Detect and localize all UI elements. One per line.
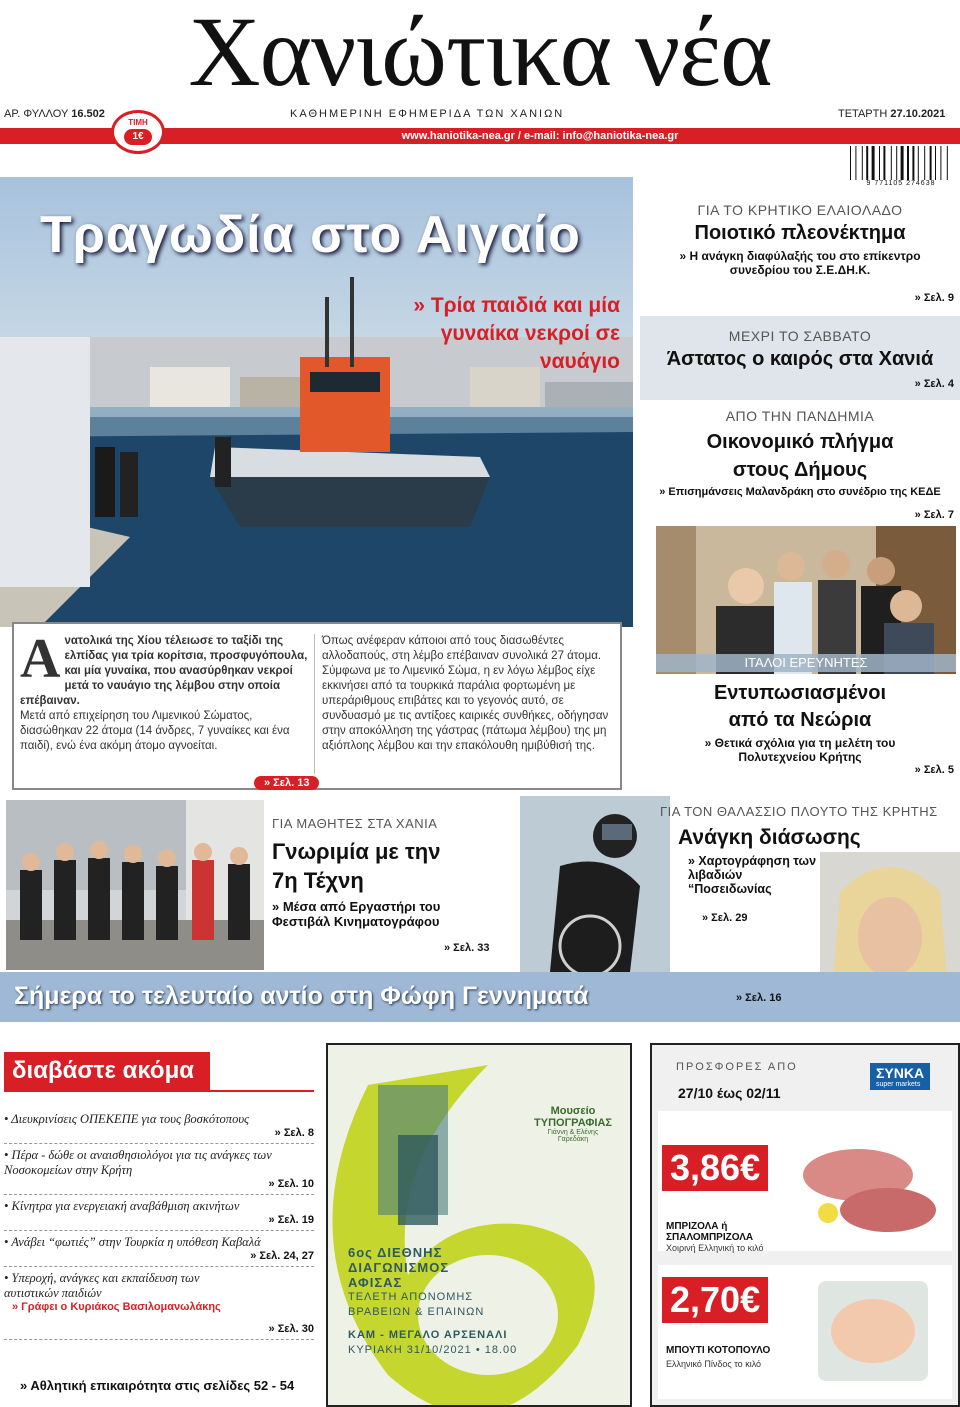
barcode-bar [866,146,868,180]
item-text: • Υπεροχή, ανάγκες και εκπαίδευση των αυτιστικών παιδιών [4,1271,200,1300]
side4-kicker: ΙΤΑΛΟΙ ΕΡΕΥΝΗΤΕΣ [656,654,956,672]
students-story[interactable] [272,816,512,929]
item-page[interactable]: » Σελ. 10 [268,1178,314,1190]
researchers-photo [656,526,956,674]
item-text: • Κίνητρα για ενεργειακή αναβάθμιση ακινήτων [4,1199,240,1213]
offers-dates: 27/10 έως 02/11 [678,1085,781,1101]
sea-title[interactable]: Ανάγκη διάσωσης [678,826,861,849]
list-item[interactable] [4,1108,314,1144]
barcode-bar [891,146,892,180]
masthead-title: Χανιώτικα νέα [188,0,772,107]
side-story-1[interactable] [640,202,960,277]
issue-value: 16.502 [71,108,105,120]
barcode-bar [935,146,936,180]
offer1-name: ΜΠΡΙΖΟΛΑ ή ΣΠΑΛΟΜΠΡΙΖΟΛΑ [666,1221,754,1243]
museum-logo [533,1105,613,1143]
barcode-bar [883,146,885,180]
list-item[interactable] [4,1231,314,1267]
side1-title: Ποιοτικό πλεονέκτημα [694,222,906,244]
list-item[interactable] [4,1195,314,1231]
lead-col1-text: Μετά από επιχείρηση του Λιμενικού Σώματος, διασώθηκαν 22 άτομα (14 άνδρες, 7 γυναίκες και ένα παιδί), ενώ ένα ακόμη άτομο αγνοείται. [20,710,290,752]
side4-sub: » Θετικά σχόλια για τη μελέτη του Πολυτεχνείου Κρήτης [704,736,896,764]
poster-l6: ΚΑΜ - ΜΕΓΑΛΟ ΑΡΣΕΝΑΛΙ [348,1329,508,1341]
item-text: • Διευκρινίσεις ΟΠΕΚΕΠΕ για τους βοσκότοπους [4,1112,250,1126]
day: ΤΕΤΑΡΤΗ [838,108,888,120]
lead-page-ref[interactable]: » Σελ. 13 [254,776,319,790]
item-page[interactable]: » Σελ. 30 [268,1323,314,1335]
poster-l2: ΔΙΑΓΩΝΙΣΜΟΣ [348,1260,450,1275]
item-page[interactable]: » Σελ. 19 [268,1214,314,1226]
typography-museum-ad[interactable] [326,1043,632,1407]
sports-note[interactable]: » Αθλητική επικαιρότητα στις σελίδες 52 - 54 [20,1378,295,1393]
lead-subheadline: » Τρία παιδιά και μία γυναίκα νεκροί σε ναυάγιο [413,294,620,373]
offers-header: ΠΡΟΣΦΟΡΕΣ ΑΠΟ [676,1061,798,1073]
brand-logo [870,1063,930,1090]
banner-page[interactable]: » Σελ. 16 [736,992,782,1004]
side-story-2[interactable] [640,316,960,400]
read-more-rule [4,1090,314,1092]
barcode-bar [850,146,851,180]
side2-page[interactable]: » Σελ. 4 [914,378,954,390]
offer2-desc: Ελληνικό Πίνδος το κιλό [666,1359,762,1369]
issue-label: ΑΡ. ΦΥΛΛΟΥ [4,108,69,120]
item-page[interactable]: » Σελ. 8 [274,1127,314,1139]
dropcap: Α [20,628,61,690]
barcode-bar [930,146,932,180]
supermarket-offers-ad[interactable] [650,1043,960,1407]
read-more-list [4,1108,314,1340]
barcode-number: 9 771105 274638 [866,180,936,187]
item-text: • Πέρα - δώθε οι αναισθησιολόγοι για τις ανάγκες των Νοσοκομείων στην Κρήτη [4,1148,272,1177]
offer2-name: ΜΠΟΥΤΙ ΚΟΤΟΠΟΥΛΟ [666,1345,771,1356]
read-more-title: διαβάστε ακόμα [4,1052,210,1090]
barcode-bar [879,146,880,180]
barcode-bar [872,146,875,180]
side3-sub: » Επισημάνσεις Μαλανδράκη στο συνέδριο της ΚΕΔΕ [659,486,941,498]
museum-sub: Γιάννη & Ελένης Γαρεδάκη [547,1129,599,1143]
students-group-image [6,800,264,970]
brand-name: ΣΥΝΚΑ [876,1065,925,1081]
tagline: ΚΑΘΗΜΕΡΙΝΗ ΕΦΗΜΕΡΙΔΑ ΤΩΝ ΧΑΝΙΩΝ [290,108,565,120]
chicken-pack-image [808,1271,938,1391]
barcode-bar [947,146,948,180]
diver-image [520,796,670,972]
barcode-bar [940,146,941,180]
sea-page[interactable]: » Σελ. 29 [702,912,748,924]
students-sub: » Μέσα από Εργαστήρι του Φεστιβάλ Κινηματογράφου [272,899,441,929]
brand-sub: super markets [876,1081,921,1088]
barcode-bar [855,146,856,180]
barcode [846,146,956,190]
students-kicker: ΓΙΑ ΜΑΘΗΤΕΣ ΣΤΑ ΧΑΝΙΑ [272,816,438,831]
barcode-bar [896,146,897,180]
group-photo-image [656,526,956,674]
barcode-bar [912,146,914,180]
offer-card-1[interactable] [658,1111,952,1251]
barcode-bar [907,146,909,180]
students-photo [6,800,264,970]
memorial-banner-text[interactable]: Σήμερα το τελευταίο αντίο στη Φώφη Γεννηματά [14,982,589,1010]
price-label: ΤΙΜΗ [128,118,148,127]
side1-sub: » Η ανάγκη διαφύλαξής του στο επίκεντρο συνεδρίου του Σ.Ε.ΔΗ.Κ. [679,249,921,277]
issue-date [838,108,945,120]
offer-card-2[interactable] [658,1265,952,1399]
offer2-price: 2,70€ [662,1277,768,1323]
price-badge [111,110,165,154]
side4-title: Εντυπωσιασμένοι από τα Νεώρια [713,682,887,731]
poster-l4: ΤΕΛΕΤΗ ΑΠΟΝΟΜΗΣ [348,1291,474,1303]
diver-photo [520,796,670,972]
sea-kicker: ΓΙΑ ΤΟΝ ΘΑΛΑΣΣΙΟ ΠΛΟΥΤΟ ΤΗΣ ΚΡΗΤΗΣ [660,804,938,819]
issue-number [4,108,105,120]
side4-page[interactable]: » Σελ. 5 [914,764,954,776]
column-divider [314,634,315,774]
side2-title: Άστατος ο καιρός στα Χανιά [666,348,934,370]
lead-article-box [12,622,622,790]
lead-intro: νατολικά της Χίου τέλειωσε το ταξίδι της ελπίδας για τρία κορίτσια, προσφυγόπουλα, και μία γυναίκα, που ανασύρθηκαν νεκροί μετά το ναυάγιο της λέμβου στην οποία επέβαιναν. [20,635,308,707]
portrait-overlay [820,852,960,1020]
barcode-bar [901,146,904,180]
lead-col-1 [20,628,310,754]
museum-name: Μουσείο ΤΥΠΟΓΡΑΦΙΑΣ [534,1105,612,1129]
poster-l7: ΚΥΡΙΑΚΗ 31/10/2021 • 18.00 [348,1344,518,1356]
item-author: » Γράφει ο Κυριάκος Βασιλομανωλάκης [12,1301,221,1313]
side-story-3[interactable] [645,408,955,498]
barcode-bar [924,146,925,180]
item-text: • Ανάβει “φωτιές” στην Τουρκία η υπόθεση Καβαλά [4,1235,261,1249]
price-value: 1€ [124,129,152,145]
side3-title: Οικονομικό πλήγμα στους Δήμους [706,431,894,481]
side1-page[interactable]: » Σελ. 9 [914,292,954,304]
poster-l3: ΑΦΙΣΑΣ [348,1275,403,1290]
date: 27.10.2021 [890,108,946,120]
list-item[interactable] [4,1267,314,1340]
students-title: Γνωριμία με την 7η Τέχνη [272,839,441,893]
list-item[interactable] [4,1144,314,1195]
sea-sub: » Χαρτογράφηση των λιβαδιών “Ποσειδωνίας [688,854,817,896]
side-story-4[interactable] [645,680,955,764]
barcode-bar [862,146,863,180]
students-page[interactable]: » Σελ. 33 [444,942,490,954]
barcode-bars [846,146,956,180]
poster-l5: ΒΡΑΒΕΙΩΝ & ΕΠΑΙΝΩΝ [348,1306,485,1318]
item-page[interactable]: » Σελ. 24, 27 [250,1250,314,1262]
web-band[interactable]: www.haniotika-nea.gr / e-mail: info@haniotika-nea.gr [0,128,960,144]
side3-page[interactable]: » Σελ. 7 [914,509,954,521]
poster-text [348,1245,517,1358]
side3-kicker: ΑΠΟ ΤΗΝ ΠΑΝΔΗΜΙΑ [725,408,875,424]
lead-headline[interactable]: Τραγωδία στο Αιγαίο [40,206,581,264]
offer1-desc: Χοιρινή Ελληνική το κιλό [666,1243,764,1253]
offer1-price: 3,86€ [662,1145,768,1191]
lead-col2-text: Όπως ανέφεραν κάποιοι από τους διασωθέντες αλλοδαπούς, στη λέμβο επέβαιναν συνολικά 27 άτομα. Σύμφωνα με το Λιμενικό Σώμα, η εν λόγω λέμβος είχε εκκινήσει από τα τουρκικά παράλια φορτωμένη με υπεράριθμους επιβάτες και το γεγονός αυτό, σε συνδυασμό με τις αντίξοες καιρικές συνθήκες, οδήγησαν στην αποκόλληση της γάστρας (πάτωμα λέμβου) της μη αξιόπλοης λέμβου και την επακόλουθη ημιβύθισή της. [322,635,609,752]
side1-kicker: ΓΙΑ ΤΟ ΚΡΗΤΙΚΟ ΕΛΑΙΟΛΑΔΟ [697,202,903,218]
poster-l1: 6ος ΔΙΕΘΝΗΣ [348,1245,443,1260]
side2-kicker: ΜΕΧΡΙ ΤΟ ΣΑΒΒΑΤΟ [728,328,872,344]
pork-chops-image [798,1135,938,1235]
barcode-bar [918,146,919,180]
